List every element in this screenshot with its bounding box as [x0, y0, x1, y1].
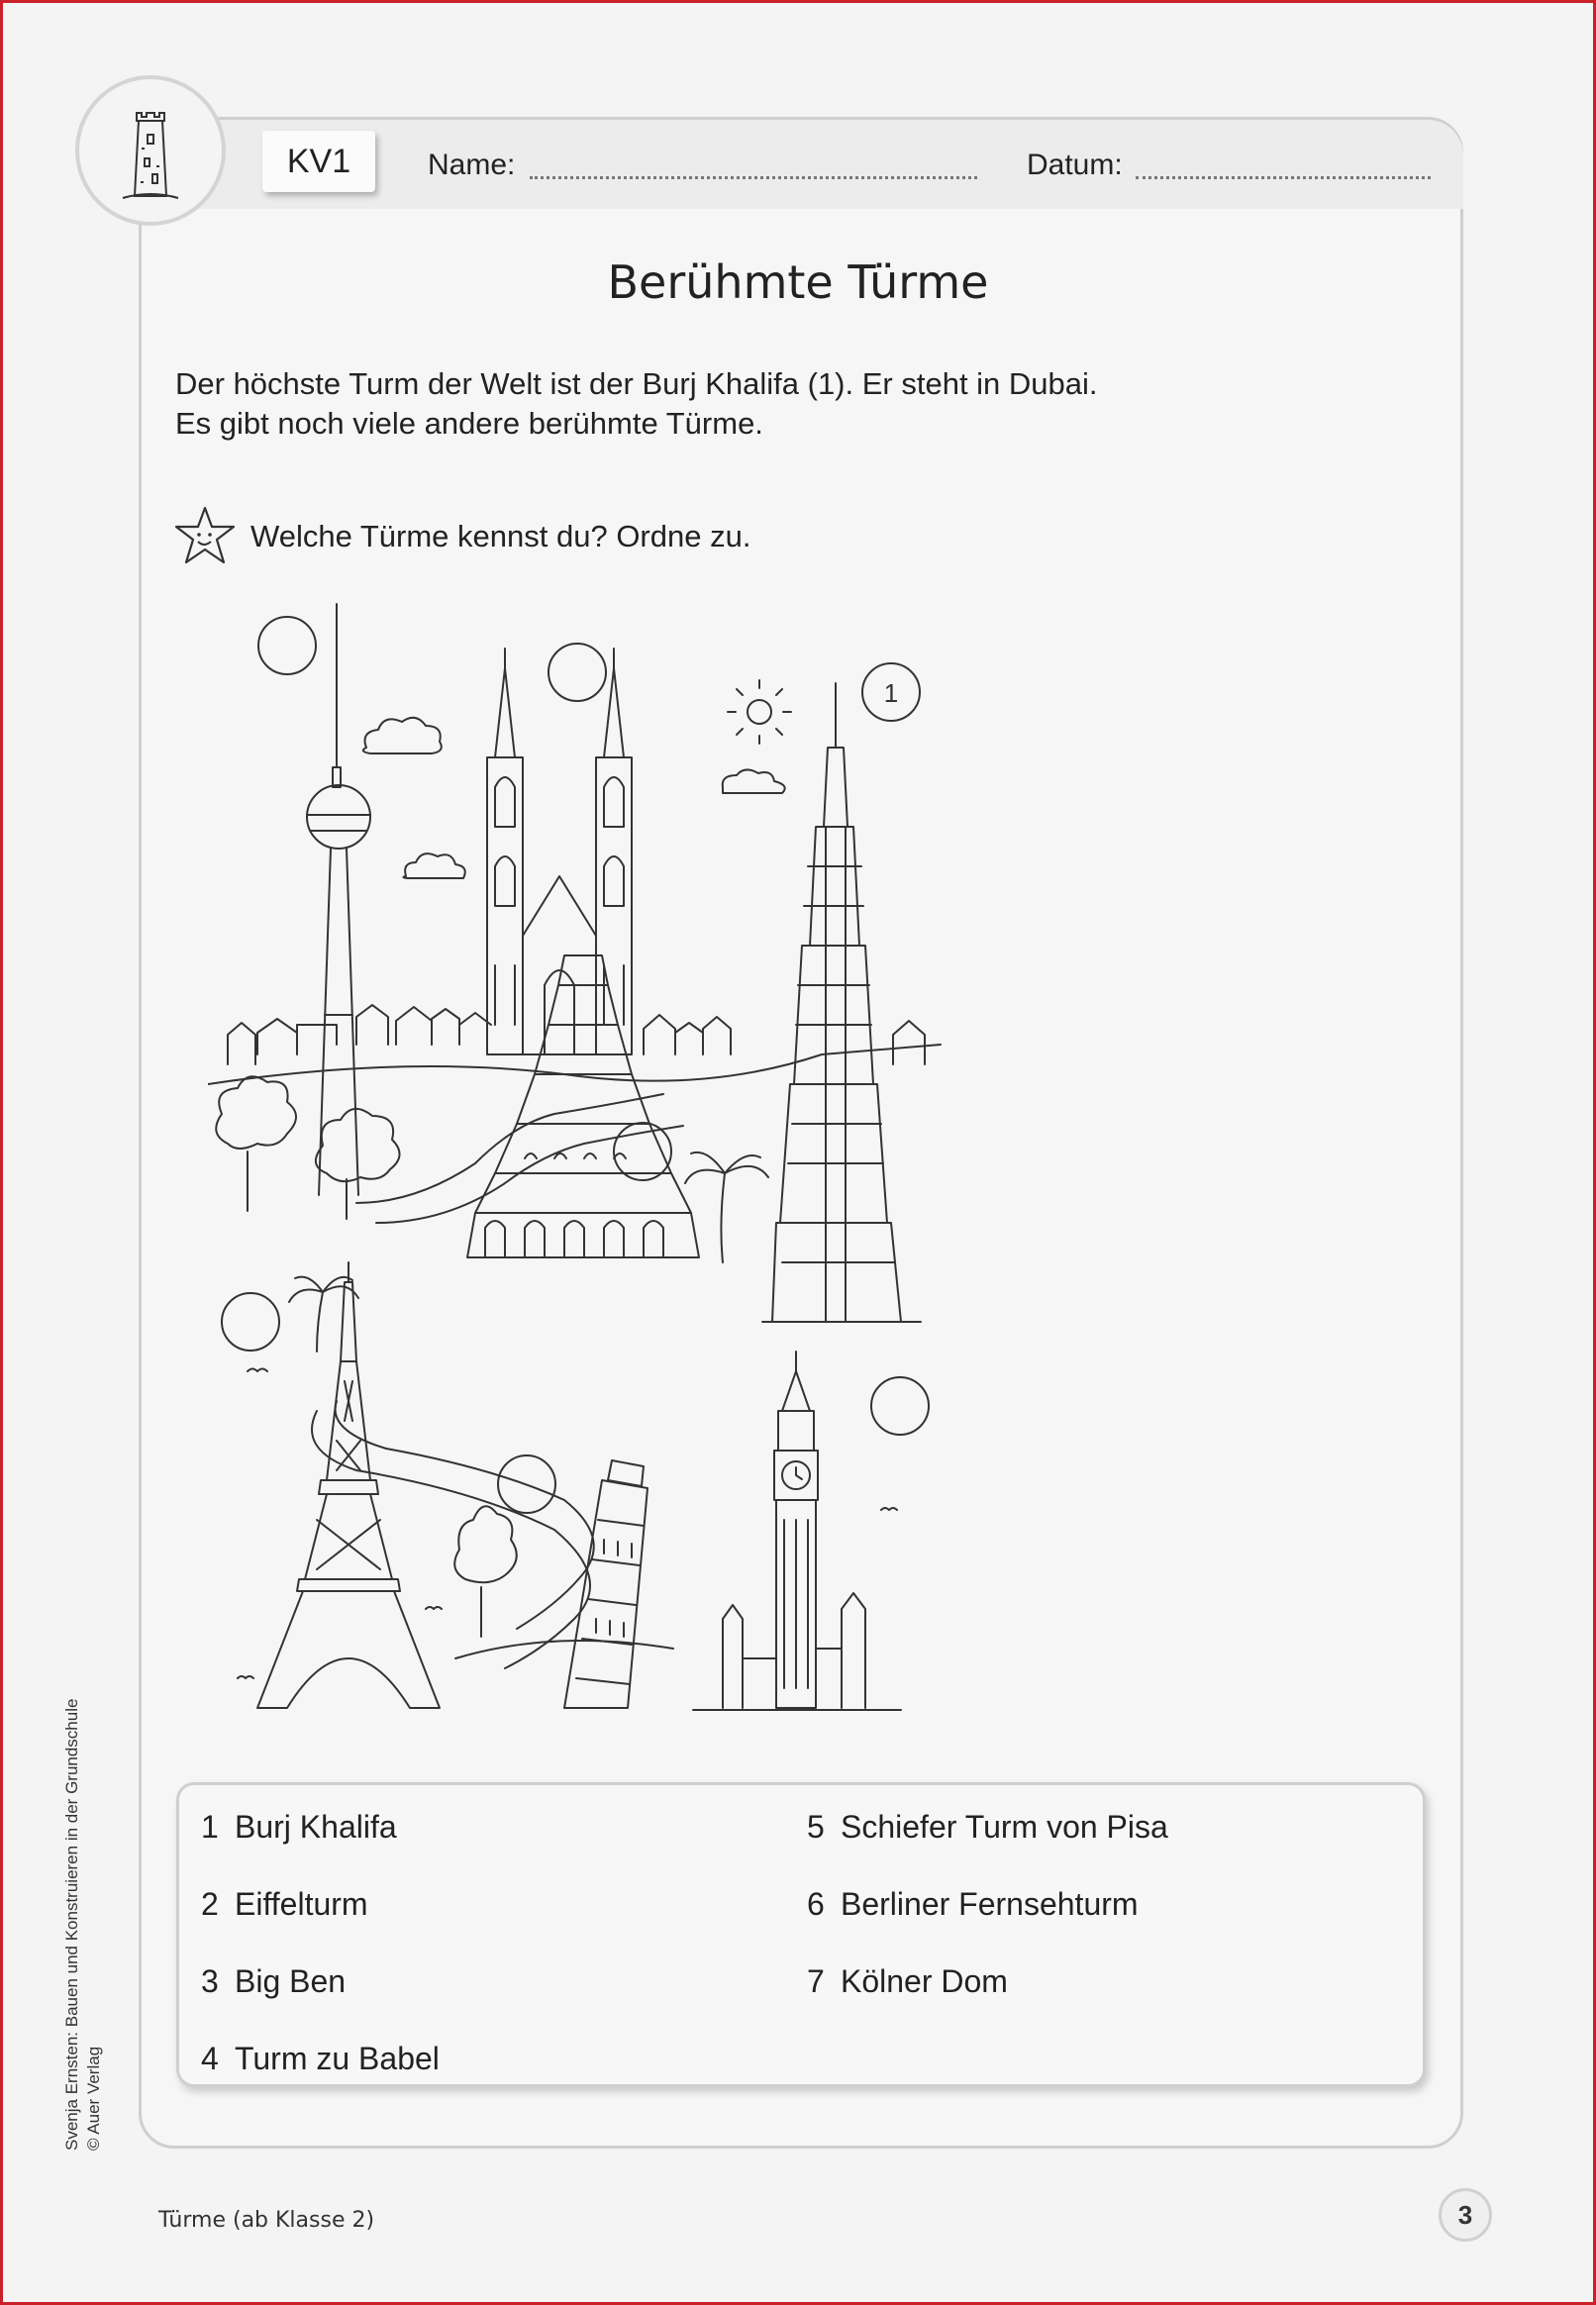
legend-number: 5	[807, 1809, 825, 1845]
tree-icon	[216, 1076, 296, 1211]
legend-number: 6	[807, 1886, 825, 1922]
date-label: Datum:	[1027, 149, 1123, 181]
legend-item-5	[807, 1809, 1168, 1846]
tower-legend	[176, 1782, 1426, 2087]
sun-icon	[748, 700, 771, 724]
berlin-tv-tower-drawing	[307, 604, 370, 1195]
tower-of-babel-drawing	[467, 955, 699, 1257]
legend-name: Schiefer Turm von Pisa	[841, 1809, 1168, 1845]
intro-text	[175, 364, 1098, 444]
legend-name: Berliner Fernsehturm	[841, 1886, 1139, 1922]
intro-line-2: Es gibt noch viele andere berühmte Türme.	[175, 406, 763, 441]
answer-circle[interactable]	[258, 617, 316, 674]
page-title: Berühmte Türme	[607, 255, 989, 309]
sidebar-line-2: © Auer Verlag	[84, 2046, 103, 2151]
name-field[interactable]	[530, 176, 977, 179]
legend-name: Eiffelturm	[235, 1886, 368, 1922]
cloud-icon	[723, 769, 785, 793]
cloud-icon	[363, 718, 442, 753]
palm-tree-icon	[289, 1277, 358, 1352]
answer-circle[interactable]	[871, 1377, 929, 1435]
legend-name: Turm zu Babel	[235, 2041, 440, 2076]
answer-circle[interactable]	[549, 644, 606, 701]
cloud-icon	[403, 853, 464, 878]
burj-khalifa-drawing	[762, 683, 921, 1322]
footer-text: Türme (ab Klasse 2)	[158, 2208, 375, 2233]
big-ben-drawing	[693, 1352, 901, 1710]
legend-number: 4	[201, 2041, 219, 2076]
legend-item-3	[201, 1963, 346, 2000]
date-field[interactable]	[1136, 176, 1431, 179]
leaning-tower-of-pisa-drawing	[564, 1460, 648, 1708]
kv-badge: KV1	[262, 131, 375, 192]
legend-name: Kölner Dom	[841, 1963, 1008, 1999]
legend-number: 7	[807, 1963, 825, 1999]
intro-line-1: Der höchste Turm der Welt ist der Burj Khalifa (1). Er steht in Dubai.	[175, 366, 1098, 401]
tower-logo	[75, 75, 226, 226]
task-instruction: Welche Türme kennst du? Ordne zu.	[250, 519, 751, 553]
legend-item-2	[201, 1886, 368, 1923]
legend-item-7	[807, 1963, 1008, 2000]
answer-circle-label: 1	[883, 678, 899, 708]
towers-illustration	[208, 589, 960, 1748]
star-icon	[172, 505, 238, 566]
legend-number: 2	[201, 1886, 219, 1922]
legend-item-6	[807, 1886, 1139, 1923]
legend-name: Burj Khalifa	[235, 1809, 397, 1845]
legend-item-4	[201, 2041, 440, 2077]
eiffel-tower-drawing	[257, 1262, 440, 1708]
page-number: 3	[1439, 2188, 1492, 2242]
legend-number: 1	[201, 1809, 219, 1845]
legend-name: Big Ben	[235, 1963, 347, 1999]
copyright-sidebar	[61, 1699, 105, 2151]
answer-circle[interactable]	[222, 1293, 279, 1351]
legend-item-1	[201, 1809, 397, 1846]
legend-number: 3	[201, 1963, 219, 1999]
sidebar-line-1: Svenja Ernsten: Bauen und Konstruieren in der Grundschule	[62, 1698, 81, 2151]
tree-icon	[454, 1506, 517, 1637]
name-label: Name:	[428, 149, 516, 181]
